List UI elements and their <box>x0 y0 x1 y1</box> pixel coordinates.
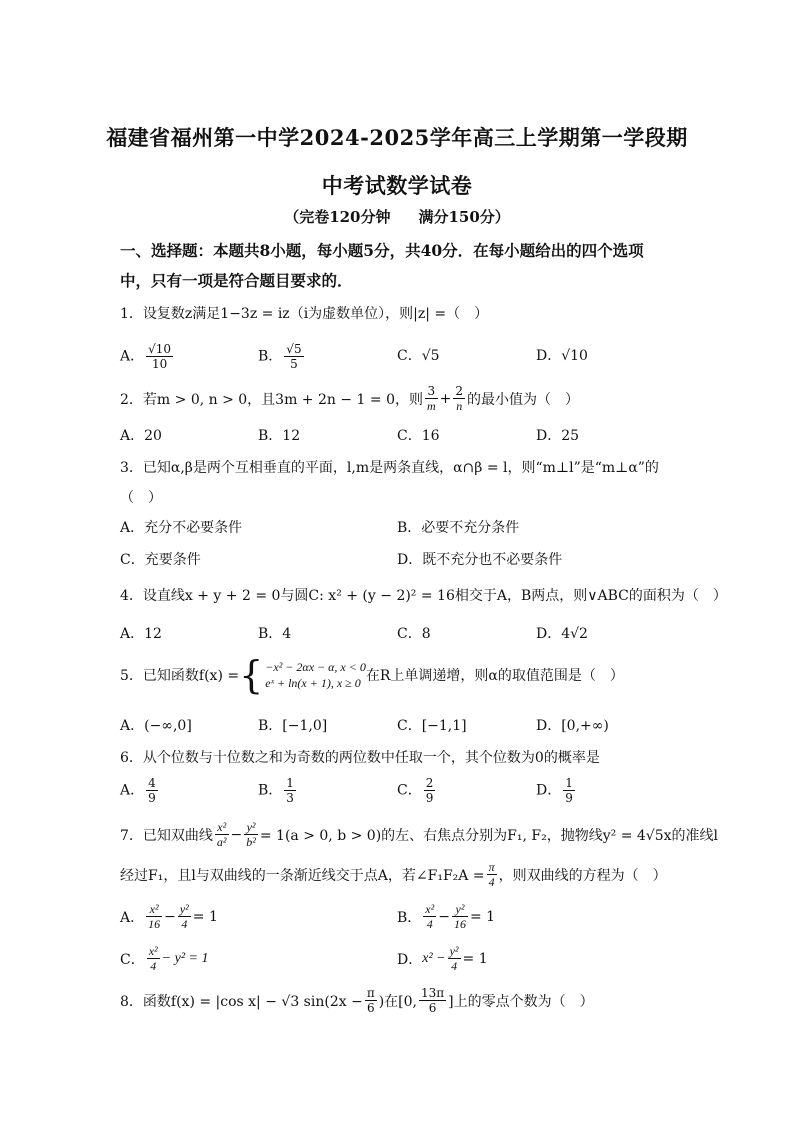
question-7-option-b: B． $\frac{\text{x²}}{4}$ − $\frac{\text{y²}}{16}$ = 1 <box>397 902 496 931</box>
fraction: $\frac{√10}{10}$ <box>148 342 172 371</box>
question-2-option-b: B．12 <box>258 428 301 444</box>
question-3-option-d: D．既不充分也不必要条件 <box>397 552 563 568</box>
question-7-stem-line2: 经过F₁，且l与双曲线的一条渐近线交于点A，若∠F₁F₂A = $\frac{\pi}{4}$ ，则双曲线的方程为（ ） <box>120 860 667 889</box>
question-2-option-c: C．16 <box>397 428 440 444</box>
question-5-option-d: D．[0,+∞) <box>536 718 609 734</box>
exam-subtitle <box>0 206 794 227</box>
exam-title-line2: 中考试数学试卷 <box>321 173 473 198</box>
question-3-stem-line1: 3．已知α,β是两个互相垂直的平面，l,m是两条直线，α∩β = l，则“m⊥l”是“m⊥α”的 <box>120 460 659 476</box>
question-8-stem: 8．函数f(x) = |cos x| − √3 sin(2x − $\frac{\pi}{6}$ )在[0, $\frac{13\pi}{6}$ ]上的零点个数为（ ） <box>120 986 594 1015</box>
question-4-option-a: A．12 <box>120 626 162 642</box>
question-2-stem: 2．若m > 0, n > 0，且3m + 2n − 1 = 0，则 $\frac{3}{m}$ + $\frac{2}{n}$ 的最小值为（ ） <box>120 384 580 413</box>
fraction: $\frac{√5}{5}$ <box>286 342 302 371</box>
option-label: A． <box>120 348 145 365</box>
left-brace: { <box>239 653 264 697</box>
question-1-stem: 1．设复数z满足1−3z = iz（i为虚数单位），则|z| =（ ） <box>120 306 489 322</box>
question-1-option-a <box>120 342 175 371</box>
question-3-stem-line2: （ ） <box>120 490 162 506</box>
question-1-option-d: D．√10 <box>536 348 588 364</box>
option-label: B． <box>258 348 283 365</box>
question-1-option-c: C．√5 <box>397 348 440 364</box>
piecewise-cases: −x² − 2αx − α, x < 0 eˣ + ln(x + 1), x ≥ 0 <box>265 660 366 690</box>
question-6-option-d: D． $\frac{1}{9}$ <box>536 776 573 805</box>
section-heading-line2: 中，只有一项是符合题目要求的． <box>120 271 353 290</box>
question-5-option-c: C．[−1,1] <box>397 718 467 734</box>
question-3-option-b: B．必要不充分条件 <box>397 520 520 536</box>
question-3-option-c: C．充要条件 <box>120 552 201 568</box>
exam-time: （完卷120分钟 <box>284 208 391 226</box>
question-2-option-a: A．20 <box>120 428 162 444</box>
question-5-option-b: B．[−1,0] <box>258 718 328 734</box>
question-6-option-a: A． $\frac{4}{9}$ <box>120 776 156 805</box>
question-5-stem: 5．已知函数f(x) = { −x² − 2αx − α, x < 0 eˣ + ln(x + 1), x ≥ 0 在R上单调递增，则α的取值范围是（ ） <box>120 653 624 697</box>
question-6-option-b: B． $\frac{1}{3}$ <box>258 776 294 805</box>
question-4-option-b: B．4 <box>258 626 292 642</box>
question-1-option-b <box>258 342 306 371</box>
section-heading-line1: 一、选择题：本题共8小题，每小题5分，共40分．在每小题给出的四个选项 <box>120 241 644 260</box>
question-7-stem-line1: 7．已知双曲线 $\frac{\text{x²}}{\text{a²}}$ − $\frac{\text{y²}}{\text{b²}}$ = 1(a > 0, b > 0)的左、右焦点分别为F₁, F₂，抛物线y² = 4√5x的准线l <box>120 820 718 849</box>
question-4-stem: 4．设直线x + y + 2 = 0与圆C: x² + (y − 2)² = 16相交于A，B两点，则∨ABC的面积为（ ） <box>120 588 727 604</box>
exam-score: 满分150分） <box>418 208 510 226</box>
question-7-option-c: C． $\frac{\text{x²}}{4}$ − y² = 1 <box>120 944 209 973</box>
question-2-option-d: D．25 <box>536 428 580 444</box>
question-7-option-d: D． x² − $\frac{\text{y²}}{4}$ = 1 <box>397 944 488 973</box>
section-heading <box>120 236 680 296</box>
question-7-option-a: A． $\frac{\text{x²}}{16}$ − $\frac{\text{y²}}{4}$ = 1 <box>120 902 218 931</box>
question-4-option-c: C．8 <box>397 626 431 642</box>
exam-title-line1: 福建省福州第一中学2024-2025学年高三上学期第一学段期 <box>106 125 688 150</box>
question-6-stem: 6．从个位数与十位数之和为奇数的两位数中任取一个，其个位数为0的概率是 <box>120 750 600 766</box>
question-4-option-d: D．4√2 <box>536 626 588 642</box>
question-6-option-c: C． $\frac{2}{9}$ <box>397 776 434 805</box>
question-5-option-a: A．(−∞,0] <box>120 718 192 734</box>
question-3-option-a: A．充分不必要条件 <box>120 520 243 536</box>
